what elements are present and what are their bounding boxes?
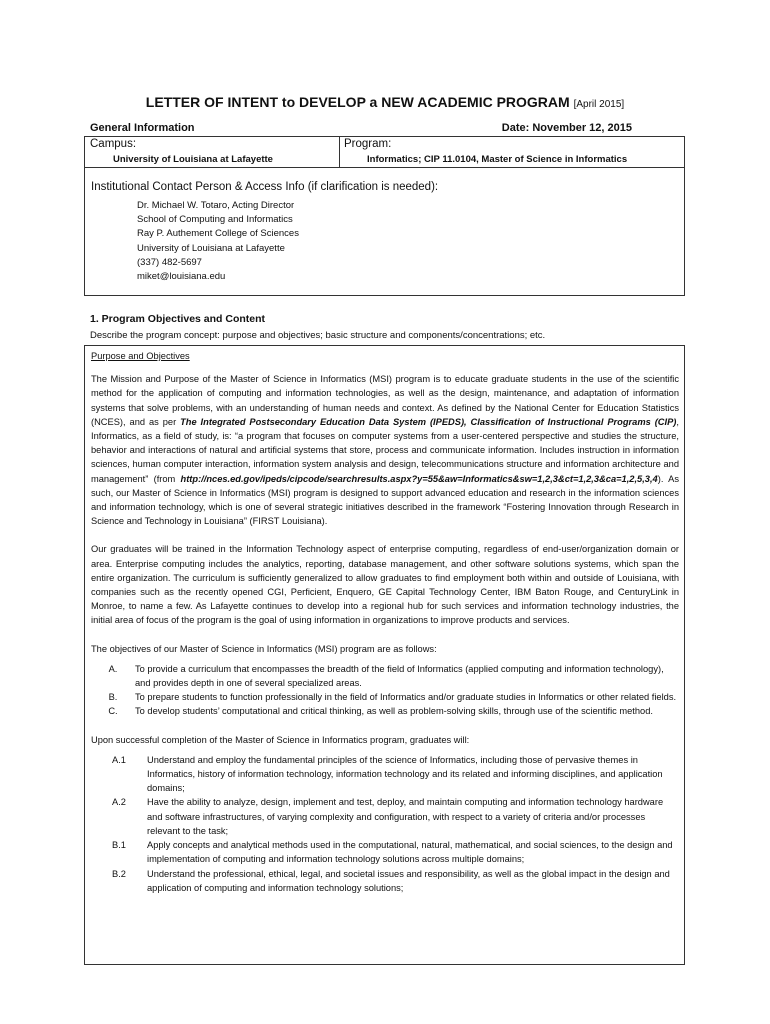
mission-text-a: The Mission and Purpose of the Master of Science in Informatics (MSI) program is to educate graduate students in the use of the scientific method for the application of computing and information technologies, as well as the design, maintenance, and adaptation of information systems that solve problems, with an understanding of human needs and context. As defined by the National Center for Education Statistics (NCES), and as per [91, 374, 679, 427]
objective-mark: C. [108, 706, 118, 717]
general-info-row [90, 122, 684, 134]
campus-program-box [84, 136, 685, 168]
program-label: Program: [344, 138, 392, 150]
purpose-objectives-box [84, 345, 685, 965]
outcomes-list [91, 753, 679, 895]
paragraph-mission [91, 372, 679, 528]
contact-lines [137, 199, 299, 284]
objective-text: To develop students’ computational and critical thinking, as well as problem-solving skills, through use of the scientific method. [135, 706, 653, 717]
campus-value: University of Louisiana at Lafayette [113, 154, 273, 165]
list-item [91, 867, 679, 895]
list-item [91, 753, 679, 796]
title-date-tag: [April 2015] [573, 99, 625, 110]
mission-text-c: ). As such, our Master of Science in Informatics (MSI) program is designed to support advanced education and research in the information sciences and information technology, which is one of several strategic initiatives described in the framework “Fostering Innovation through Research in Science and Technology in Louisiana” (FIRST Louisiana). [91, 473, 679, 527]
general-info-label: General Information [90, 122, 195, 134]
paragraph-graduates: Our graduates will be trained in the Information Technology aspect of enterprise computing, regardless of end-user/organization domain or area. Enterprise computing includes the analytics, reporting, database management, and other software solutions systems, which span the entire organization. The curriculum is sufficiently generalized to allow graduates to find employment both within and outside of Louisiana, with companies such as the recently opened CGI, Perficient, Enquero, GE Capital Technology Center, IBM Baton Rouge, and CenturyLink in Monroe, to name a few. As Lafayette continues to develop into a regional hub for such services and information technology industries, the initial area of focus of the program is the goal of using information in organizations to improve products and services. [91, 544, 679, 626]
list-item [91, 838, 679, 866]
contact-college: Ray P. Authement College of Sciences [137, 228, 299, 240]
contact-email: miket@louisiana.edu [137, 271, 226, 283]
objective-mark: A. [108, 663, 118, 674]
document-date: Date: November 12, 2015 [501, 122, 632, 134]
mission-text-b: , Informatics, as a field of study, is: “a program that focuses on computer systems from a user-centered perspective and studies the structure, behavior and interactions of natural and artificial systems that store, process and communicate information. Includes instruction in information sciences, human computer interaction, information system analysis and design, telecommunications structure and information architecture and management” (from [91, 416, 679, 484]
outcome-mark: A.2 [112, 797, 126, 808]
campus-label: Campus: [90, 138, 137, 150]
page-title [0, 94, 770, 110]
contact-box [84, 168, 685, 296]
paragraph-objectives-intro: The objectives of our Master of Science in Informatics (MSI) program are as follows: [91, 643, 437, 654]
ipeds-reference: The Integrated Postsecondary Education Data System (IPEDS), Classification of Instructional Programs (CIP) [180, 416, 677, 427]
paragraph-outcomes-intro: Upon successful completion of the Master of Science in Informatics program, graduates will: [91, 734, 470, 745]
objective-mark: B. [108, 692, 118, 703]
contact-heading: Institutional Contact Person & Access Info (if clarification is needed): [91, 181, 439, 193]
section-title: 1. Program Objectives and Content [90, 313, 266, 325]
section-description: Describe the program concept: purpose and objectives; basic structure and components/concentrations; etc. [90, 330, 546, 341]
outcome-mark: A.1 [112, 754, 126, 765]
campus-program-divider [339, 137, 340, 167]
objective-text: To provide a curriculum that encompasses the breadth of the field of Informatics (applied computing and information technology), and provides depth in one of several specialized areas. [135, 663, 664, 689]
outcome-mark: B.1 [112, 840, 126, 851]
program-value: Informatics; CIP 11.0104, Master of Science in Informatics [367, 154, 628, 165]
outcome-mark: B.2 [112, 868, 126, 879]
contact-phone: (337) 482-5697 [137, 256, 202, 268]
outcome-text: Understand the professional, ethical, legal, and societal issues and responsibility, as well as the global impact in the design and application of computing and information technology solutions; [147, 868, 670, 893]
section-content [91, 349, 679, 909]
title-main: LETTER OF INTENT to DEVELOP a NEW ACADEMIC PROGRAM [145, 94, 570, 110]
purpose-subheading: Purpose and Objectives [91, 351, 190, 361]
list-item [91, 690, 679, 704]
list-item [91, 795, 679, 838]
contact-name: Dr. Michael W. Totaro, Acting Director [137, 200, 295, 211]
contact-school: School of Computing and Informatics [137, 214, 293, 226]
list-item [91, 704, 679, 718]
outcome-text: Apply concepts and analytical methods used in the computational, natural, mathematical, and social sciences, to the design and implementation of computing and information technology solutions across multiple domains; [147, 840, 673, 865]
objectives-list [91, 662, 679, 719]
outcome-text: Understand and employ the fundamental principles of the science of Informatics, including those of pervasive themes in Informatics, history of information technology, information technology and its related and informing disciplines, and application domains; [147, 754, 663, 794]
outcome-text: Have the ability to analyze, design, implement and test, deploy, and maintain computing and information technology hardware and software infrastructures, of varying complexity and configuration, with respect to a variety of criteria and/or processes relevant to the task; [147, 797, 664, 836]
objective-text: To prepare students to function professionally in the field of Informatics and/or graduate studies in Informatics or other related fields. [135, 692, 677, 703]
nces-link[interactable]: http://nces.ed.gov/ipeds/cipcode/searchresults.aspx?y=55&aw=Informatics&sw=1,2,3&ct=1,2,3&ca=1,2,5,3,4 [180, 473, 658, 484]
contact-university: University of Louisiana at Lafayette [137, 242, 285, 254]
list-item [91, 662, 679, 690]
